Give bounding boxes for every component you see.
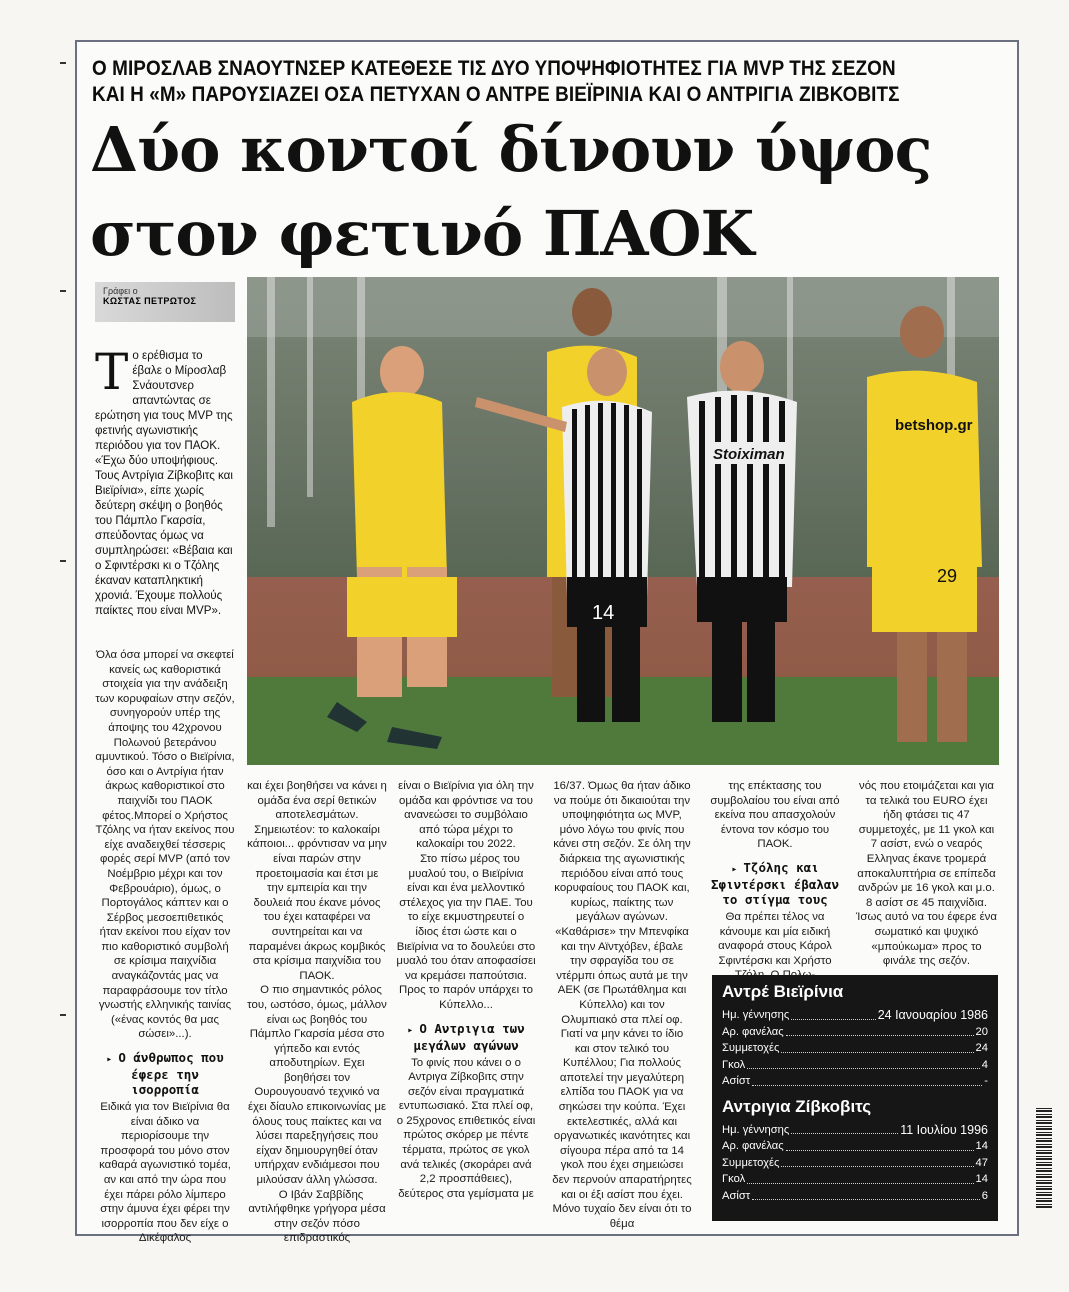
column-6: [855, 779, 998, 969]
stat-row: Γκολ 14: [722, 1173, 988, 1185]
subhead: [95, 1050, 235, 1097]
sponsor-right: Stoiximan: [713, 446, 785, 463]
subhead-text: Τζόλης και Σφιντέρσκι έβαλαν το στίγμα τους: [711, 859, 839, 907]
paragraph: Ο πιο σημαντικός ρόλος του, ωστόσο, όμως, μάλλον είναι ως βοηθός του Πάμπλο Γκαρσία μέσα στο γήπεδο και εντός αποδυτηρίων. Εχει βοηθήσει τον Ουρουγουανό τεχνικό να έχει δίαυλο επικοινωνίας με όλους τους παίκτες και να λύσει παρεξηγήσεις που είχαν δημιουργηθεί όταν υπήρχαν ενδιάμεσοι που μιλούσαν άλλη γλώσσα.: [247, 984, 387, 1187]
shirt-number: 29: [937, 566, 958, 586]
stat-row: Ημ. γέννησης 11 Ιουλίου 1996: [722, 1122, 988, 1137]
lead-paragraph: [95, 343, 235, 618]
headline: [90, 108, 931, 276]
stats-box: [712, 975, 998, 1221]
shirt-number: 14: [592, 602, 615, 624]
column-5: [705, 779, 845, 983]
stat-row: Γκολ 4: [722, 1058, 988, 1071]
arrow-icon: ▸: [407, 1024, 420, 1036]
subhead-text: Ο άνθρωπος που έφερε την ισορροπία: [118, 1050, 224, 1098]
subhead: [705, 860, 845, 907]
stat-row: Ασίστ 6: [722, 1189, 988, 1202]
kicker: [92, 56, 911, 108]
margin-mark: [60, 1014, 66, 1016]
margin-mark: [60, 560, 66, 562]
paragraph: Το φινίς που κάνει ο ο Αντριγα Ζίβκοβιτς στην σεζόν είναι πραγματικά εντυπωσιακό. Στα πλεί οφ, ο 25χρονος επιθετικός είναι πρώτος σκόρερ με πέντε τέρματα, πρώτος σε γκολ ανά τελικές (σκοράρει ανά 2,2 προσπάθειες), δεύτερος στα γεμίσματα με: [396, 1056, 536, 1200]
headline-line-1: Δύο κοντοί δίνουν ύψος: [90, 113, 932, 186]
paragraph: Ειδικά για τον Βιεϊρίνια θα είναι άδικο να περιορίσουμε την προσφορά του μόνο στον καθαρά αγωνιστικό τομέα, αν και από την ώρα που έχει πάρει ρόλο λίμπερο στην άμυνα έχει φέρει την ισορροπία που δεν είχε ο Δικέφαλος: [99, 1101, 231, 1245]
arrow-icon: ▸: [106, 1054, 119, 1066]
column-1: [95, 648, 235, 1246]
byline-author: ΚΩΣΤΑΣ ΠΕΤΡΩΤΟΣ: [103, 296, 197, 306]
paragraph: Θα πρέπει τέλος να κάνουμε και μία ειδική αναφορά στους Κάρολ Σφιντέρσκι και Χρήστο: [718, 910, 832, 967]
byline-prefix: Γράφει ο: [103, 286, 138, 296]
paragraph: Ο Ιβάν Σαββίδης αντιλήφθηκε γρήγορα μέσα στην σεζόν πόσο επιδραστικός: [248, 1188, 386, 1245]
headline-line-2: στον φετινό ΠΑΟΚ: [90, 197, 754, 270]
margin-mark: [60, 290, 66, 292]
paragraph: και έχει βοηθήσει να κάνει η ομάδα ένα σερί θετικών αποτελεσμάτων. Σημειωτέον: το καλοκαίρι κάποιοι... φρόντισαν να μην είναι παρών στην προετοιμασία και έτσι με την εμπειρία και την δουλειά που έκανε μόνος του έχει καταφέρει να συντηρείται και να παραμένει άκρως κομβικός στα κρίσιμα παιχνίδια του ΠΑΟΚ.: [247, 780, 387, 982]
stats-player-2-name: Αντριγια Ζίβκοβιτς: [722, 1096, 872, 1116]
subhead: [396, 1021, 536, 1053]
sponsor-left: betshop.gr: [895, 417, 973, 434]
paragraph: Στο πίσω μέρος του μυαλού του, ο Βιεϊρίνια είναι και ένα μελλοντικό στέλεχος για την ΠΑΕ. Του το είχε εκμυστηρευτεί ο ίδιος έτσι ώστε και ο Βιεϊρίνια να το δουλεύει στο μυαλό του όταν αποφασίσει να κρεμάσει παπούτσια. Προς το παρόν υπάρχει το Κύπελλο...: [396, 852, 536, 1011]
column-3: [396, 779, 536, 1201]
margin-mark: [60, 62, 66, 64]
dropcap: Τ: [95, 343, 129, 401]
stat-row: Αρ. φανέλας 20: [722, 1025, 988, 1038]
kicker-line-1: Ο ΜΙΡΟΣΛΑΒ ΣΝΑΟΥΤΝΣΕΡ ΚΑΤΕΘΕΣΕ ΤΙΣ ΔΥΟ ΥΠΟΨΗΦΙΟΤΗΤΕΣ ΓΙΑ MVP ΤΗΣ ΣΕΖΟΝ: [92, 57, 896, 80]
column-2: [247, 779, 387, 1246]
lead-text: ο ερέθισμα το έβαλε ο Μίροσλαβ Σνάουτσνερ απαντώντας σε ερώτηση για τους MVP της φετινής αγωνιστικής περιόδου για τον ΠΑΟΚ. «Έχω δύο υποψήφιους. Τους Αντρίγια Ζίβκοβιτς και Βιεϊρίνια», είπε χωρίς δεύτερη σκέψη ο βοηθός του Πάμπλο Γκαρσία, σπεύδοντας όμως να συμπληρώσει: «Βέβαια και ο Σφιντέρσκι κι ο Τζόλης έκαναν καταπληκτική χρονιά. Έχουμε πολλούς παίκτες που είναι MVP».: [95, 349, 233, 617]
arrow-icon: ▸: [731, 863, 744, 875]
subhead-text: Ο Αντριγια των μεγάλων αγώνων: [413, 1020, 525, 1053]
stat-row: Ημ. γέννησης 24 Ιανουαρίου 1986: [722, 1008, 988, 1022]
stat-row: Συμμετοχές 47: [722, 1156, 988, 1169]
stat-row: Ασίστ -: [722, 1075, 988, 1087]
paragraph: νός που ετοιμάζεται και για τα τελικά του EURO έχει ήδη φτάσει τις 47 συμμετοχές, με 11 γκολ και 7 ασίστ, ενώ ο νεαρός Ελληνας έκανε τρομερά αποκαλυπτήρια σε επίπεδα ανδρών με 16 γκολ και μ.ο. 8 ασίστ σε 45 παιχνίδια. Ίσως αυτό να του έφερε ένα σωματικό και ψυχικό «μπούκωμα» προς το φινάλε της σεζόν.: [856, 780, 997, 968]
match-photo: [247, 277, 999, 765]
stat-row: Συμμετοχές 24: [722, 1042, 988, 1054]
stats-player-1-name: Αντρέ Βιεϊρίνια: [722, 982, 844, 1001]
column-4: [552, 779, 692, 1231]
paragraph: 16/37. Όμως θα ήταν άδικο να πούμε ότι δικαιούται την υποψηφιότητα ως MVP, μόνο λόγω του φινίς που κάνει στη σεζόν. Σε όλη την διάρκεια της αγωνιστικής περιόδου είναι από τους κορυφαίους του ΠΑΟΚ και, κυρίως, παίκτης των μεγάλων αγώνων. «Καθάρισε» την Μπενφίκα και την Αϊντχόβεν, έβαλε την σφραγίδα του σε ντέρμπι όπως αυτά με την ΑΕΚ (σε Πρωτάθλημα και Κύπελλο) και τον Ολυμπιακό στα πλεί οφ. Γιατί να μην κάνει το ίδιο και στον τελικό του Κυπέλλου; Για πολλούς αποτελεί την μεγαλύτερη ελπίδα του ΠΑΟΚ για να σηκώσει την κούπα. Έχει εκτελεστικές, αλλά και οργανωτικές ικανότητες και σίγουρα πέρα από τα 14 γκολ που έχει σημειώσει δεν περνούν απαρατήρητες και οι έξι ασίστ που έχει. Μόνο τυχαίο δεν είναι ότι το θέμα: [552, 780, 692, 1230]
stat-row: Αρ. φανέλας 14: [722, 1140, 988, 1152]
paragraph: είναι ο Βιεϊρίνια για όλη την ομάδα και φρόντισε να του ανανεώσει το συμβόλαιο από τώρα μέχρι το καλοκαίρι του 2022.: [398, 780, 534, 851]
paragraph: της επέκτασης του συμβολαίου του είναι από εκείνα που απασχολούν έντονα τον κόσμο του ΠΑΟΚ.: [710, 780, 840, 851]
byline: [95, 282, 235, 322]
kicker-line-2: ΚΑΙ Η «Μ» ΠΑΡΟΥΣΙΑΖΕΙ ΟΣΑ ΠΕΤΥΧΑΝ Ο ΑΝΤΡΕ ΒΙΕΪΡΙΝΙΑ ΚΑΙ Ο ΑΝΤΡΙΓΙΑ ΖΙΒΚΟΒΙΤΣ: [92, 83, 900, 106]
barcode: [1036, 1108, 1052, 1208]
paragraph: Όλα όσα μπορεί να σκεφτεί κανείς ως καθοριστικά στοιχεία για την ανάδειξη των κορυφαίων στην σεζόν, συνηγορούν υπέρ της άποψης του 42χρονου Πολωνού βετεράνου αμυντικού. Τόσο ο Βιεϊρίνια, όσο και ο Αντρίγια ήταν άκρως καθοριστικοί στο παιχνίδι του ΠΑΟΚ φέτος.Μπορεί ο Χρήστος Τζόλης να ήταν εκείνος που είχε αναδειχθεί τέσσερις φορές σερί MVP (από τον Νοέμβριο μέχρι και τον Φεβρουάριο), όμως, ο Πορτογάλος κάπτεν και ο Σέρβος μεσοεπιθετικός ήταν εκείνοι που είχαν τον πιο καθοριστικό συμβολή σε κρίσιμα παιχνίδια αναγκάζοντάς μας να παραφράσουμε τον τίτλο γνωστής ελληνικής ταινίας («ένας κοντός θα μας σώσει»...).: [95, 649, 235, 1041]
